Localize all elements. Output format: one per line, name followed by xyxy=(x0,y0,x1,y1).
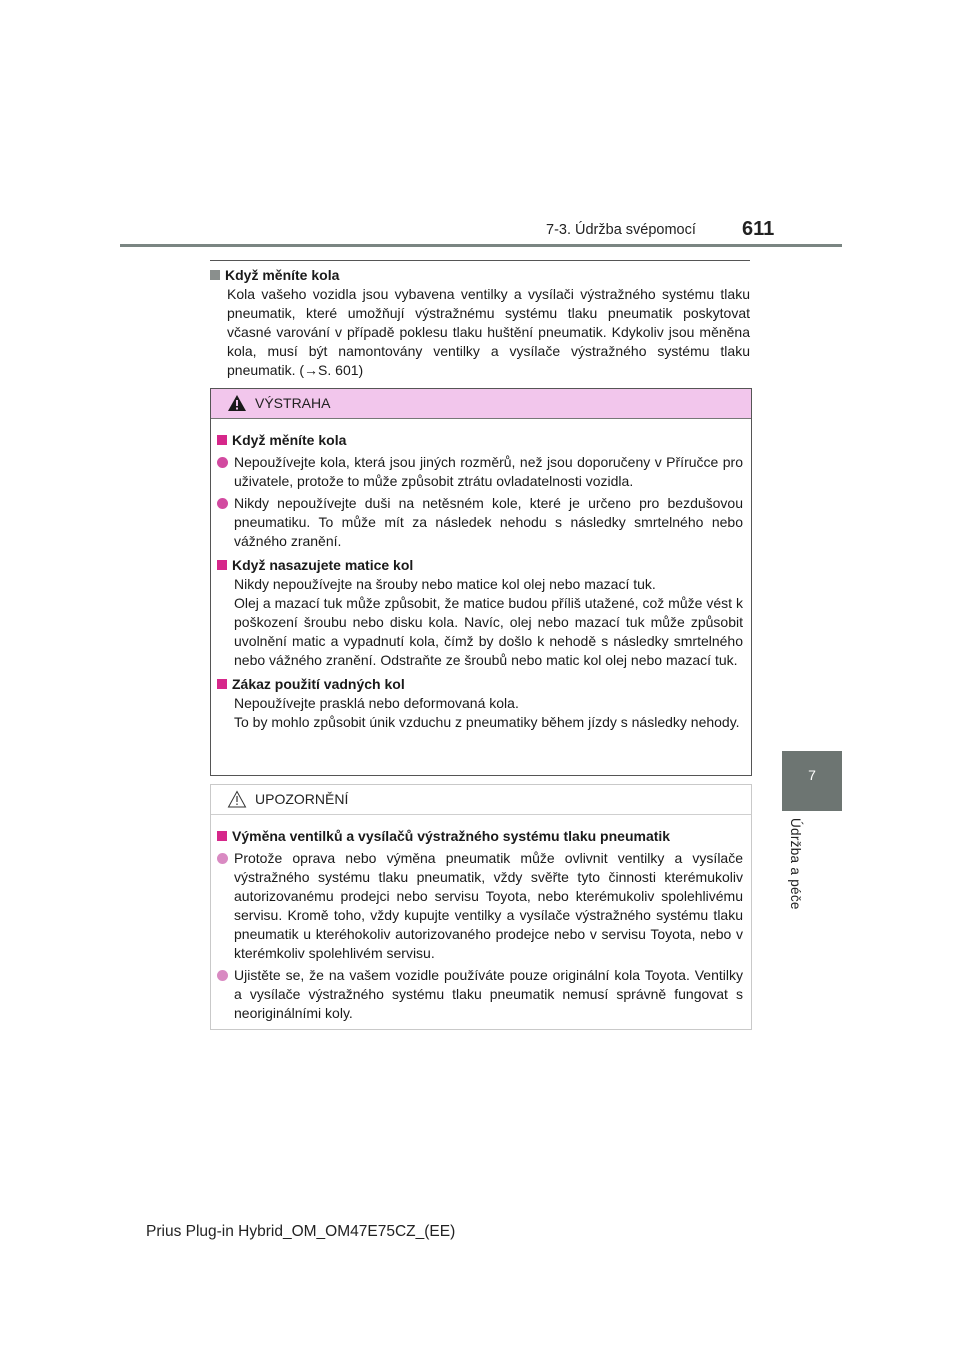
warning-section xyxy=(217,431,743,551)
warning-section-title: Zákaz použití vadných kol xyxy=(232,676,405,692)
warning-triangle-icon xyxy=(227,394,247,412)
intro-heading xyxy=(210,266,750,285)
section-title: 7-3. Údržba svépomocí xyxy=(546,222,696,238)
warning-section-title: Když měníte kola xyxy=(232,432,347,448)
page-number: 611 xyxy=(742,218,775,240)
warning-text: Nikdy nepoužívejte na šrouby nebo matice kol olej nebo mazací tuk. xyxy=(234,576,656,592)
caution-triangle-icon xyxy=(227,790,247,808)
warning-box xyxy=(210,388,752,776)
caution-header xyxy=(211,785,751,815)
circle-bullet-icon xyxy=(217,970,228,981)
caution-label: UPOZORNĚNÍ xyxy=(255,791,349,807)
warning-header xyxy=(211,389,751,419)
square-bullet-icon xyxy=(217,560,227,570)
square-bullet-icon xyxy=(217,435,227,445)
square-bullet-icon xyxy=(217,679,227,689)
intro-text: Kola vašeho vozidla jsou vybavena ventilky a vysílači výstražného systému tlaku pneumatik, které umožňují výstražnému systému tlaku pneumatik poskytovat včasné varování v případě poklesu tlaku huštění pneumatik. Kdykoliv jsou měněna kola, musí být namontovány ventilky a vysílače výstražného systému tlaku pneumatik. (→S. 601) xyxy=(227,286,750,378)
circle-bullet-icon xyxy=(217,498,228,509)
chapter-tab[interactable] xyxy=(782,751,842,811)
chapter-label: Údržba a péče xyxy=(788,818,803,910)
caution-title: Výměna ventilků a vysílačů výstražného systému tlaku pneumatik xyxy=(232,828,671,844)
list-item: Ujistěte se, že na vašem vozidle používáte pouze originální kola Toyota. Ventilky a vysílače výstražného systému tlaku pneumatik nemusí správně fungovat s neoriginálními koly. xyxy=(217,966,743,1023)
intro-section xyxy=(210,266,750,380)
list-item: Protože oprava nebo výměna pneumatik může ovlivnit ventilky a vysílače výstražného systému tlaku pneumatik, vždy svěřte tyto činnosti kterémukoliv autorizovanému prodejci nebo servisu Toyota, nebo kterémukoliv spolehlivému servisu. Kromě toho, vždy kupujte ventilky a vysílače výstražného systému tlaku pneumatik u kteréhokoliv autorizovaného prodejce nebo v servisu Toyota, nebo v kterémkoliv spolehlivém servisu. xyxy=(217,849,743,963)
warning-section xyxy=(217,675,743,732)
intro-title: Když měníte kola xyxy=(225,267,340,283)
warning-body xyxy=(211,419,751,732)
warning-section xyxy=(217,556,743,670)
footer-doc-id: Prius Plug-in Hybrid_OM_OM47E75CZ_(EE) xyxy=(146,1223,456,1240)
list-item: Nikdy nepoužívejte duši na netěsném kole, které je určeno pro bezdušovou pneumatiku. To může mít za následek nehodu s následky smrtelného nebo vážného zranění. xyxy=(217,494,743,551)
warning-section-title: Když nasazujete matice kol xyxy=(232,557,414,573)
circle-bullet-icon xyxy=(217,853,228,864)
warning-text: To by mohlo způsobit únik vzduchu z pneumatiky během jízdy s následky nehody. xyxy=(234,714,740,730)
warning-text: Nepoužívejte prasklá nebo deformovaná kola. xyxy=(234,695,519,711)
square-bullet-icon xyxy=(217,831,227,841)
header-rule xyxy=(120,244,842,247)
content-top-rule xyxy=(210,260,750,261)
warning-label: VÝSTRAHA xyxy=(255,395,331,411)
circle-bullet-icon xyxy=(217,457,228,468)
chapter-number: 7 xyxy=(808,767,816,783)
caution-box xyxy=(210,784,752,1030)
square-bullet-icon xyxy=(210,270,220,280)
list-item: Nepoužívejte kola, která jsou jiných rozměrů, než jsou doporučeny v Příručce pro uživatele, protože to může způsobit ztrátu ovladatelnosti vozidla. xyxy=(217,453,743,491)
warning-text: Olej a mazací tuk může způsobit, že matice budou příliš utažené, což může vést k poškození šroubu nebo disku kola. Navíc, olej nebo mazací tuk může způsobit uvolnění matic a vypadnutí kola, čímž by došlo k nehodě s následky smrtelného nebo vážného zranění. Odstraňte ze šroubů nebo matic kol olej nebo mazací tuk. xyxy=(234,595,743,668)
caution-body xyxy=(211,815,751,1023)
